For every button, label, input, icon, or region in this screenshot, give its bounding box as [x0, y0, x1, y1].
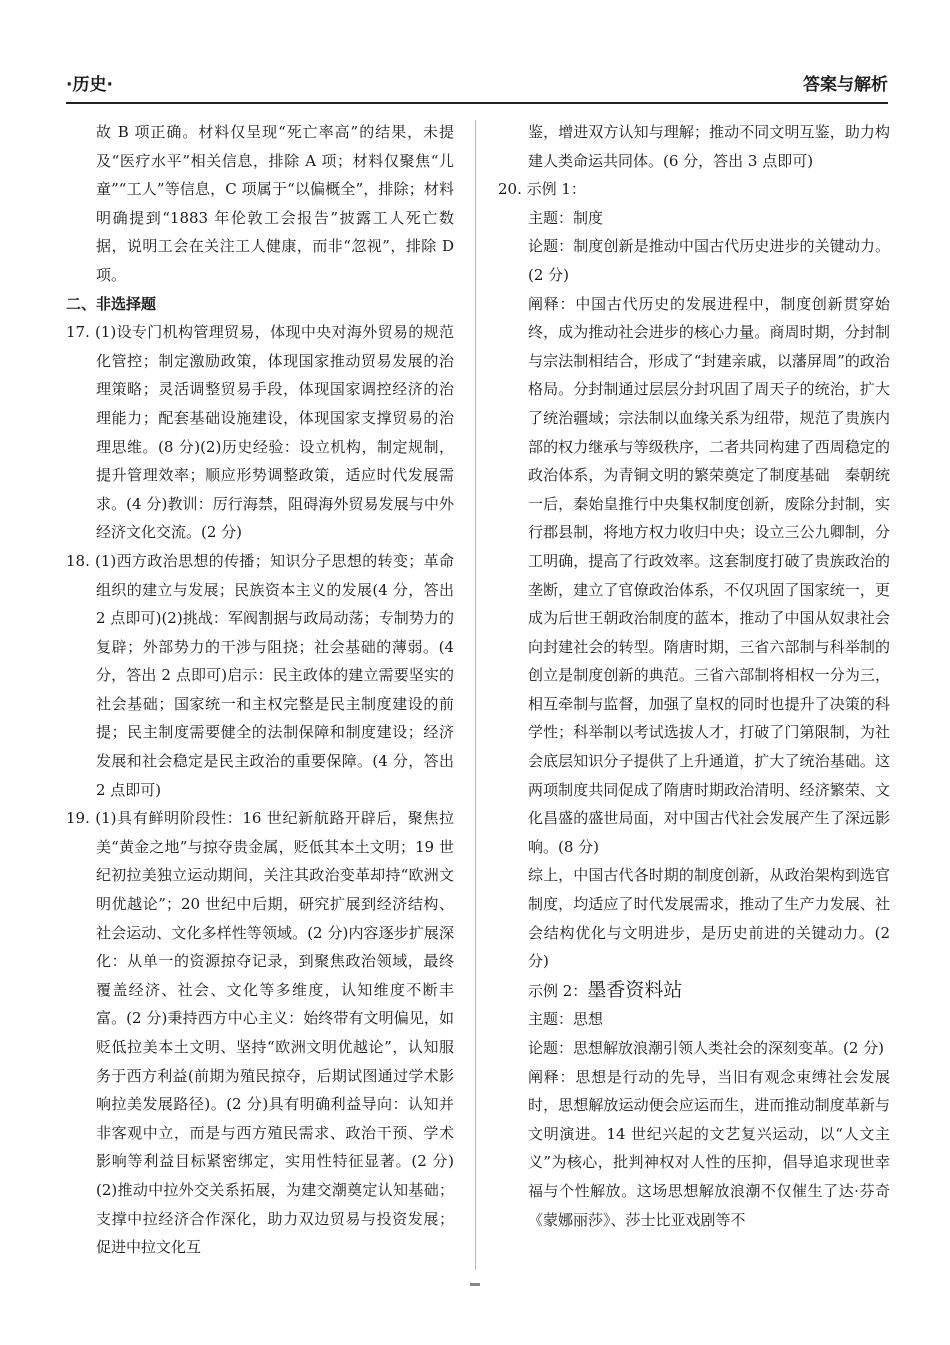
subject-label: ·历史·	[66, 75, 113, 95]
section-label: 答案与解析	[803, 75, 888, 95]
example2-theme: 主题：思想	[528, 1010, 604, 1029]
example1-thesis: 论题：制度创新是推动中国古代历史进步的关键动力。(2 分)	[528, 237, 890, 284]
section-heading: 二、非选择题	[66, 294, 157, 313]
page-number-mark	[470, 1283, 480, 1286]
example2-label: 示例 2：	[528, 981, 588, 1000]
watermark-text: 墨香资料站	[587, 978, 683, 1001]
answer-17: 17. (1)设专门机构管理贸易，体现中央对海外贸易的规范化管控；制定激励政策，体现国家推动贸易发展的治理策略；灵活调整贸易手段，体现国家调控经济的治理能力；配套基础设施建设，体现国家支撑贸易的治理思维。(8 分)(2)历史经验：设立机构，制定规制，提升管理效率；顺应形势调整政策，适应时代发展需求。(4 分)教训：厉行海禁，阻碍海外贸易发展与中外经济文化交流。(2 分)	[66, 323, 454, 542]
page-header	[66, 64, 888, 104]
q16-explanation-tail: 故 B 项正确。材料仅呈现“死亡率高”的结果，未提及“医疗水平”相关信息，排除 A 项；材料仅聚焦“儿童”“工人”等信息，C 项属于“以偏概全”，排除；材料明确提到“1883 年伦敦工会报告”披露工人死亡数据，说明工会在关注工人健康，而非“忽视”，排除 D 项。	[96, 123, 454, 284]
example1-summary: 综上，中国古代各时期的制度创新，从政治架构到选官制度，均适应了时代发展需求，推动了生产力发展、社会结构优化与文明进步，是历史前进的关键动力。(2 分)	[528, 866, 890, 971]
right-column	[498, 118, 890, 1234]
example2-thesis: 论题：思想解放浪潮引领人类社会的深刻变革。(2 分)	[528, 1039, 885, 1057]
answer-20-label: 20. 示例 1：	[498, 180, 586, 199]
example2-heading	[498, 976, 890, 1006]
example2-body: 阐释：思想是行动的先导，当旧有观念束缚社会发展时，思想解放运动便会应运而生，进而推动制度革新与文明演进。14 世纪兴起的文艺复兴运动，以“人文主义”为核心，批判神权对人性的压抑，倡导追求现世幸福与个性解放。这场思想解放浪潮不仅催生了达·芬奇《蒙娜丽莎》、莎士比亚戏剧等不	[528, 1067, 890, 1229]
answer-19-tail: 鉴，增进双方认知与理解；推动不同文明互鉴，助力构建人类命运共同体。(6 分，答出 3 点即可)	[528, 123, 890, 170]
answer-19: 19. (1)具有鲜明阶段性：16 世纪新航路开辟后，聚焦拉美“黄金之地”与掠夺贵金属，贬低其本土文明；19 世纪初拉美独立运动期间，关注其政治变革却持“欧洲文明优越论”；20 世纪中后期，研究扩展到经济结构、社会运动、文化多样性等领域。(2 分)内容逐步扩展深化：从单一的资源掠夺记录，到聚焦政治领域，最终覆盖经济、社会、文化等多维度，认知维度不断丰富。(2 分)秉持西方中心主义：始终带有文明偏见，如贬低拉美本土文明、坚持“欧洲文明优越论”，认知服务于西方利益(前期为殖民掠夺，后期试图通过学术影响拉美发展路径)。(2 分)具有明确利益导向：认知并非客观中立，而是与西方殖民需求、政治干预、学术影响等利益目标紧密绑定，实用性特征显著。(2 分)(2)推动中拉外交关系拓展，为建交潮奠定认知基础；支撑中拉经济合作深化，助力双边贸易与投资发展；促进中拉文化互	[66, 809, 454, 1257]
example1-body: 阐释：中国古代历史的发展进程中，制度创新贯穿始终，成为推动社会进步的核心力量。商周时期，分封制与宗法制相结合，形成了“封建亲戚，以藩屏周”的政治格局。分封制通过层层分封巩固了周天子的统治，扩大了统治疆域；宗法制以血缘关系为纽带，规范了贵族内部的权力继承与等级秩序，二者共同构建了西周稳定的政治体系，为青铜文明的繁荣奠定了制度基础 秦朝统一后，秦始皇推行中央集权制度创新，废除分封制，实行郡县制，将地方权力收归中央；设立三公九卿制，分工明确，提高了行政效率。这套制度打破了贵族政治的垄断，建立了官僚政治体系，不仅巩固了国家统一，更成为后世王朝政治制度的蓝本，推动了中国从奴隶社会向封建社会的转型。隋唐时期，三省六部制与科举制的创立是制度创新的典范。三省六部制将相权一分为三，相互牵制与监督，加强了皇权的同时也提升了决策的科学性；科举制以考试选拔人才，打破了门第限制，为社会底层知识分子提供了上升通道，扩大了统治基础。这两项制度共同促成了隋唐时期政治清明、经济繁荣、文化昌盛的盛世局面，对中国古代社会发展产生了深远影响。(8 分)	[528, 294, 890, 856]
left-column	[66, 118, 454, 1262]
column-divider	[475, 120, 476, 1270]
answer-18: 18. (1)西方政治思想的传播；知识分子思想的转变；革命组织的建立与发展；民族资本主义的发展(4 分，答出 2 点即可)(2)挑战：军阀割据与政局动荡；专制势力的复辟；外部势力的干涉与阻挠；社会基础的薄弱。(4 分，答出 2 点即可)启示：民主政体的建立需要坚实的社会基础；国家统一和主权完整是民主制度建设的前提；民主制度需要健全的法制保障和制度建设；经济发展和社会稳定是民主政治的重要保障。(4 分，答出 2 点即可)	[66, 551, 454, 799]
example1-theme: 主题：制度	[528, 208, 604, 227]
